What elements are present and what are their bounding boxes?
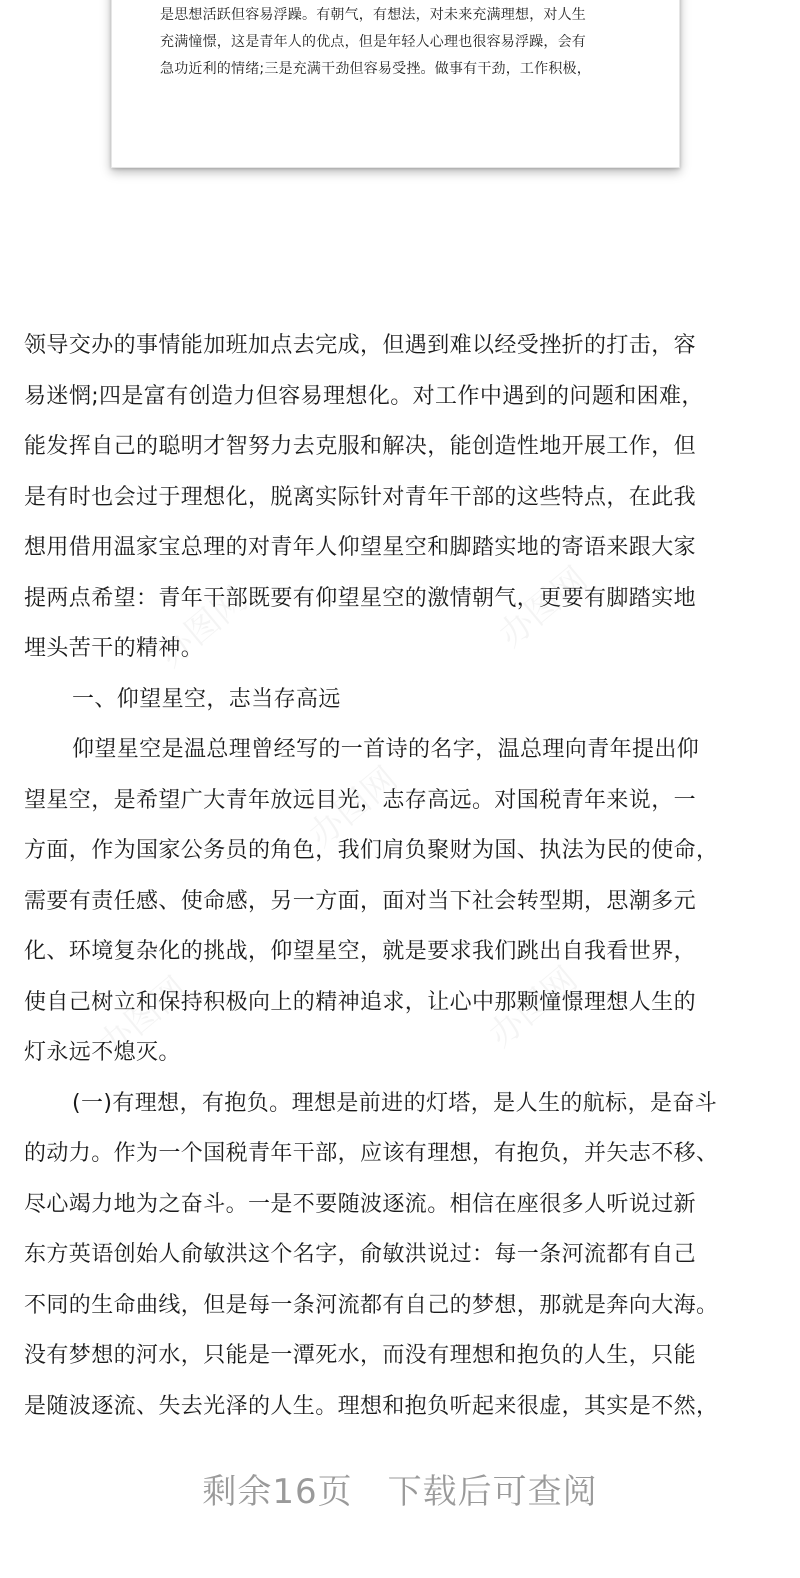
paragraph-line: 方面，作为国家公务员的角色，我们肩负聚财为国、执法为民的使命， bbox=[24, 838, 719, 863]
paragraph-line: 埋头苦干的精神。 bbox=[24, 636, 204, 661]
paragraph-line: 东方英语创始人俞敏洪这个名字，俞敏洪说过：每一条河流都有自己 bbox=[24, 1242, 697, 1267]
paragraph-line: 使自己树立和保持积极向上的精神追求，让心中那颗憧憬理想人生的 bbox=[24, 989, 697, 1015]
preview-line: 急功近利的情绪;三是充满干劲但容易受挫。做事有干劲，工作积极， bbox=[160, 61, 591, 77]
paragraph-line: 能发挥自己的聪明才智努力去克服和解决，能创造性地开展工作，但 bbox=[24, 434, 697, 459]
paragraph-line: 化、环境复杂化的挑战，仰望星空，就是要求我们跳出自我看世界， bbox=[24, 939, 697, 964]
paragraph-line: 提两点希望：青年干部既要有仰望星空的激情朝气，更要有脚踏实地 bbox=[24, 585, 697, 611]
paragraph-line: 需要有责任感、使命感，另一方面，面对当下社会转型期，思潮多元 bbox=[24, 888, 697, 914]
paragraph-line: (一)有理想，有抱负。理想是前进的灯塔，是人生的航标，是奋斗 bbox=[72, 1090, 718, 1116]
preview-text-block bbox=[160, 2, 660, 83]
preview-page-card bbox=[111, 0, 680, 168]
paragraph-line: 没有梦想的河水，只能是一潭死水，而没有理想和抱负的人生，只能 bbox=[24, 1343, 697, 1368]
paragraph-line: 不同的生命曲线，但是每一条河流都有自己的梦想，那就是奔向大海。 bbox=[24, 1292, 719, 1318]
paragraph-line: 望星空，是希望广大青年放远目光，志存高远。对国税青年来说，一 bbox=[24, 787, 697, 813]
paragraph-line: 易迷惘;四是富有创造力但容易理想化。对工作中遇到的问题和困难， bbox=[24, 383, 704, 409]
paragraph-line: 仰望星空是温总理曾经写的一首诗的名字，温总理向青年提出仰 bbox=[72, 737, 700, 762]
preview-line: 是思想活跃但容易浮躁。有朝气，有想法，对未来充满理想，对人生 bbox=[160, 7, 586, 23]
paragraph-line: 灯永远不熄灭。 bbox=[24, 1040, 181, 1065]
remaining-pages-download-link[interactable]: 剩余16页 下载后可查阅 bbox=[202, 1472, 598, 1512]
section-heading: 一、仰望星空，志当存高远 bbox=[72, 686, 341, 712]
paragraph-line: 想用借用温家宝总理的对青年人仰望星空和脚踏实地的寄语来跟大家 bbox=[24, 535, 697, 560]
document-body bbox=[24, 321, 776, 1432]
preview-line: 充满憧憬，这是青年人的优点，但是年轻人心理也很容易浮躁，会有 bbox=[160, 34, 586, 50]
paragraph-line: 尽心竭力地为之奋斗。一是不要随波逐流。相信在座很多人听说过新 bbox=[24, 1191, 697, 1217]
paragraph-line: 是有时也会过于理想化，脱离实际针对青年干部的这些特点，在此我 bbox=[24, 484, 697, 510]
paragraph-line: 的动力。作为一个国税青年干部，应该有理想，有抱负，并矢志不移、 bbox=[24, 1141, 719, 1166]
paragraph-line: 领导交办的事情能加班加点去完成，但遇到难以经受挫折的打击，容 bbox=[24, 333, 697, 358]
paragraph-line: 是随波逐流、失去光泽的人生。理想和抱负听起来很虚，其实是不然， bbox=[24, 1393, 719, 1419]
